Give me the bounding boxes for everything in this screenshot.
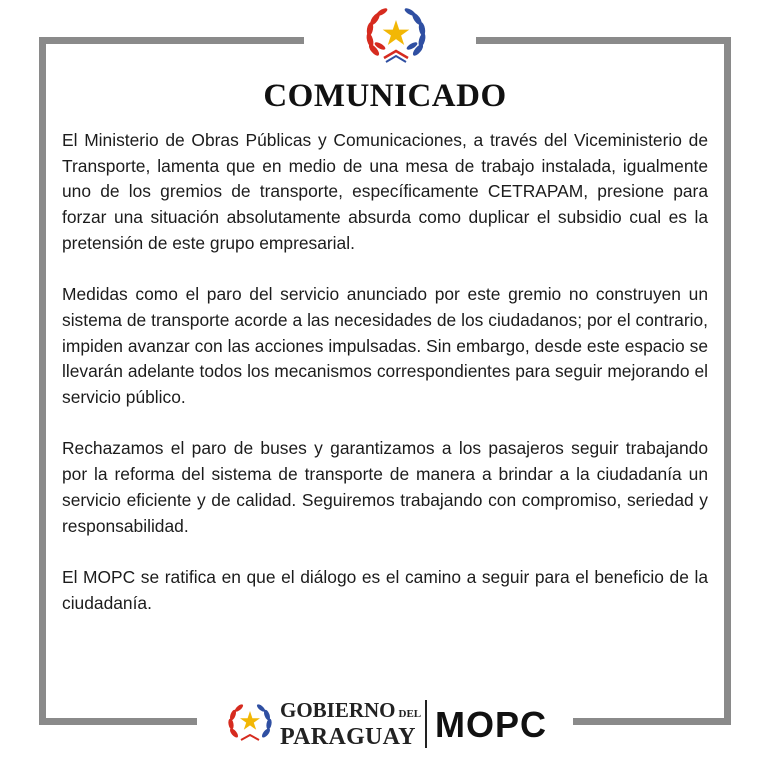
logo-divider xyxy=(425,700,427,748)
frame-right xyxy=(724,37,731,725)
paragraph: El MOPC se ratifica en que el diálogo es el camino a seguir para el beneficio de la ciudadanía. xyxy=(62,566,708,613)
frame-top-right xyxy=(476,37,731,44)
paragraph: Medidas como el paro del servicio anunciado por este gremio no construyen un sistema de transporte acorde a las necesidades de los ciudadanos; por el contrario, impiden avanzar con las acciones impulsadas. Sin embargo, desde este espacio se llevarán adelante todos los mecanismos correspondientes para seguir mejorando el servicio público. xyxy=(62,284,708,408)
government-seal-icon xyxy=(224,700,276,746)
gov-line1-small: DEL xyxy=(398,708,422,720)
footer-logo xyxy=(222,696,552,752)
frame-top-left xyxy=(39,37,304,44)
paragraph: Rechazamos el paro de buses y garantizamos a los pasajeros seguir trabajando por la reforma del sistema de transporte de manera a brindar a la ciudadanía un servicio eficiente y de calidad. Seguiremos trabajando con compromiso, seriedad y responsabilidad. xyxy=(62,438,708,536)
frame-left xyxy=(39,37,46,725)
frame-bottom-left xyxy=(39,718,197,725)
paragraph: El Ministerio de Obras Públicas y Comunicaciones, a través del Viceministerio de Transporte, lamenta que en medio de una mesa de trabajo instalada, igualmente uno de los gremios de transporte, específicamente CETRAPAM, presione para forzar una situación absolutamente absurda como duplicar el subsidio cual es la pretensión de este grupo empresarial. xyxy=(62,130,708,253)
page-title: COMUNICADO xyxy=(263,78,507,114)
agency-logo: MOPC xyxy=(435,704,547,745)
communique-body xyxy=(62,128,708,616)
gov-line2: PARAGUAY xyxy=(280,724,416,750)
frame-bottom-right xyxy=(573,718,731,725)
gov-line1: GOBIERNO xyxy=(280,698,396,722)
government-wordmark xyxy=(280,699,421,749)
national-seal-icon xyxy=(360,4,432,68)
